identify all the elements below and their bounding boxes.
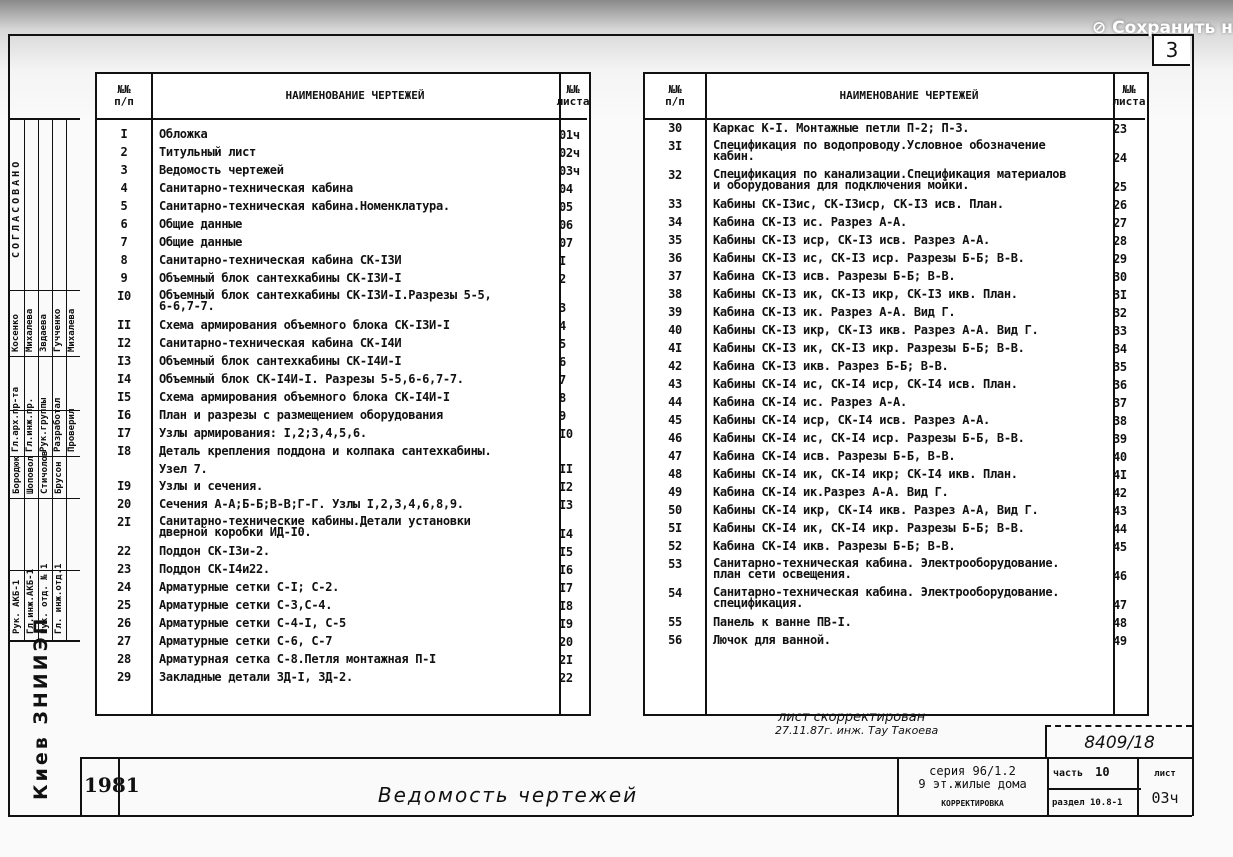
row-name: Санитарно-технические кабины.Детали установки дверной коробки ИД-I0. (159, 514, 471, 539)
row-sheet: 8 (559, 390, 566, 405)
table-rows (97, 126, 589, 687)
row-name: Кабины СК-I4 иср, СК-I4 исв. Разрез А-А. (713, 413, 990, 427)
table-row (645, 484, 1147, 502)
row-number: 26 (117, 616, 131, 630)
table-row (645, 304, 1147, 322)
row-sheet: 5 (559, 336, 566, 351)
row-sheet: 23 (1113, 121, 1127, 136)
table-row (97, 579, 589, 597)
table-row (645, 376, 1147, 394)
row-name: Кабины СК-I3 иср, СК-I3 исв. Разрез А-А. (713, 233, 990, 247)
column-header-sheet: №№ листа (559, 74, 587, 120)
table-row (97, 478, 589, 496)
table-row (97, 407, 589, 425)
doc-number-box (1045, 725, 1192, 759)
table-row (97, 543, 589, 561)
table-row (97, 597, 589, 615)
table-row (97, 252, 589, 270)
approved-label: СОГЛАСОВАНО (11, 158, 22, 258)
row-name: Кабина СК-I3 исв. Разрезы Б-Б; В-В. (713, 269, 956, 283)
row-number: I5 (117, 390, 131, 404)
row-sheet: 47 (1113, 597, 1127, 612)
row-name: Кабина СК-I4 ик.Разрез А-А. Вид Г. (713, 485, 949, 499)
stamp-role: Гл. инж.отд.1 (54, 563, 64, 634)
drawings-table-left (95, 72, 591, 716)
sheet-corner-number: 3 (1152, 36, 1190, 66)
table-row (97, 198, 589, 216)
row-sheet: 3I (1113, 287, 1127, 302)
row-number: 35 (668, 233, 682, 247)
row-name: Кабина СК-I3 ис. Разрез А-А. (713, 215, 907, 229)
sheet-value: 03ч (1151, 789, 1179, 807)
table-row (97, 144, 589, 162)
row-name: Спецификация по водопроводу.Условное обозначение кабин. (713, 138, 1046, 163)
table-row (645, 358, 1147, 376)
row-sheet: 49 (1113, 633, 1127, 648)
row-number: 9 (120, 271, 128, 285)
stamp-name: Звдаева (39, 314, 49, 352)
table-row (97, 180, 589, 198)
row-number: 32 (668, 168, 682, 182)
table-row (97, 371, 589, 389)
row-name: Обложка (159, 127, 208, 141)
row-name: Деталь крепления поддона и колпака сантехкабины. Узел 7. (159, 444, 492, 476)
organization-label: Киев ЗНИИЭП (30, 615, 52, 800)
row-name: Санитарно-техническая кабина (159, 181, 353, 195)
table-row (97, 234, 589, 252)
row-name: Каркас К-I. Монтажные петли П-2; П-3. (713, 121, 970, 135)
correction-label: КОРРЕКТИРОВКА (941, 799, 1004, 808)
row-number: I8 (117, 444, 131, 458)
doc-number: 8409/18 (1084, 733, 1155, 753)
row-number: 43 (668, 377, 682, 391)
row-sheet: 28 (1113, 233, 1127, 248)
row-name: Кабина СК-I4 ис. Разрез А-А. (713, 395, 907, 409)
row-number: 5I (668, 521, 682, 535)
row-number: 53 (668, 557, 682, 571)
stamp-role: Гл.инж.АКБ-1 (26, 568, 36, 634)
row-number: I0 (117, 289, 131, 303)
sheet-title: Ведомость чертежей (377, 783, 639, 807)
row-number: 38 (668, 287, 682, 301)
building-type: 9 эт.жилые дома (918, 777, 1027, 791)
row-name: Схема армирования объемного блока СК-I3И-I (159, 318, 450, 332)
stamp-name: Гучченко (53, 308, 63, 352)
row-name: Арматурные сетки С-I; С-2. (159, 580, 340, 594)
table-row (97, 425, 589, 443)
row-name: Кабина СК-I3 ик. Разрез А-А. Вид Г. (713, 305, 956, 319)
table-row (97, 615, 589, 633)
title-block (80, 757, 1192, 817)
table-row (97, 353, 589, 371)
row-number: I9 (117, 479, 131, 493)
row-name: Санитарно-техническая кабина. Электрооборудование. спецификация. (713, 585, 1060, 610)
row-name: Санитарно-техническая кабина. Электрооборудование. план сети освещения. (713, 556, 1060, 581)
table-row (645, 502, 1147, 520)
table-row (97, 669, 589, 687)
row-name: Кабины СК-I3ис, СК-I3иср, СК-I3 исв. План. (713, 197, 1004, 211)
row-number: 8 (120, 253, 128, 267)
table-row (645, 394, 1147, 412)
row-name: Кабина СК-I4 икв. Разрезы Б-Б; В-В. (713, 539, 956, 553)
series: серия 96/1.2 (929, 764, 1016, 778)
row-name: Арматурные сетки С-4-I, С-5 (159, 616, 346, 630)
table-row (97, 288, 589, 317)
stamp-role: Разработал (53, 397, 63, 452)
row-sheet: I9 (559, 616, 573, 631)
row-sheet: I4 (559, 526, 573, 541)
row-sheet: 24 (1113, 150, 1127, 165)
row-number: 29 (117, 670, 131, 684)
part-value: 10 (1095, 765, 1110, 779)
stamp-name: Михалева (25, 308, 35, 352)
row-sheet: 04 (559, 181, 573, 196)
row-sheet: 07 (559, 235, 573, 250)
table-row (97, 651, 589, 669)
row-sheet: 01ч (559, 127, 580, 142)
row-sheet: 06 (559, 217, 573, 232)
row-number: 56 (668, 633, 682, 647)
table-row (645, 232, 1147, 250)
row-number: 40 (668, 323, 682, 337)
row-number: I2 (117, 336, 131, 350)
table-row (645, 585, 1147, 614)
table-row (97, 561, 589, 579)
table-row (97, 443, 589, 478)
part-cell (1049, 759, 1141, 790)
row-sheet: 3 (559, 300, 566, 315)
row-number: 50 (668, 503, 682, 517)
row-name: Узлы и сечения. (159, 479, 263, 493)
part-label: часть (1053, 768, 1084, 779)
row-name: Кабины СК-I4 ис, СК-I4 иср, СК-I4 исв. План. (713, 377, 1018, 391)
row-sheet: 03ч (559, 163, 580, 178)
row-name: Панель к ванне ПВ-I. (713, 615, 852, 629)
row-sheet: 34 (1113, 341, 1127, 356)
row-sheet: 33 (1113, 323, 1127, 338)
row-sheet: 26 (1113, 197, 1127, 212)
table-row (97, 126, 589, 144)
row-number: 30 (668, 121, 682, 135)
row-number: 4 (120, 181, 128, 195)
row-sheet: I5 (559, 544, 573, 559)
row-name: Кабины СК-I4 икр, СК-I4 икв. Разрез А-А, Вид Г. (713, 503, 1039, 517)
row-number: 20 (117, 497, 131, 511)
row-name: Общие данные (159, 235, 243, 249)
row-sheet: 02ч (559, 145, 580, 160)
stamp-name: Брусон (54, 461, 64, 494)
row-sheet: 27 (1113, 215, 1127, 230)
row-name: Сечения А-А;Б-Б;В-В;Г-Г. Узлы I,2,3,4,6,8,9. (159, 497, 464, 511)
row-sheet: 48 (1113, 615, 1127, 630)
row-sheet: 20 (559, 634, 573, 649)
row-number: 2 (120, 145, 128, 159)
save-icon: ⊘ (1092, 18, 1113, 38)
table-row (645, 466, 1147, 484)
row-number: I6 (117, 408, 131, 422)
correction-note-line1: лист скорректирован (778, 710, 926, 725)
row-sheet: I6 (559, 562, 573, 577)
row-number: 45 (668, 413, 682, 427)
row-sheet: 39 (1113, 431, 1127, 446)
row-number: 34 (668, 215, 682, 229)
table-rows (645, 120, 1147, 650)
table-row (645, 614, 1147, 632)
row-name: Кабина СК-I3 икв. Разрез Б-Б; В-В. (713, 359, 949, 373)
stamp-role: Рук.группы (39, 397, 49, 452)
row-name: Кабины СК-I4 ик, СК-I4 икр. Разрезы Б-Б; В-В. (713, 521, 1025, 535)
table-row (645, 196, 1147, 214)
table-row (645, 120, 1147, 138)
row-name: Схема армирования объемного блока СК-I4И-I (159, 390, 450, 404)
row-name: Кабины СК-I4 ик, СК-I4 икр; СК-I4 икв. План. (713, 467, 1018, 481)
row-number: 6 (120, 217, 128, 231)
stamp-name: Михалева (67, 308, 77, 352)
table-row (97, 317, 589, 335)
table-row (645, 268, 1147, 286)
row-name: Кабины СК-I3 икр, СК-I3 икв. Разрез А-А. Вид Г. (713, 323, 1039, 337)
row-number: II (117, 318, 131, 332)
table-row (97, 335, 589, 353)
row-sheet: 30 (1113, 269, 1127, 284)
row-sheet: 37 (1113, 395, 1127, 410)
row-sheet: 2I (559, 652, 573, 667)
row-name: Спецификация по канализации.Спецификация материалов и оборудования для подключения мойки. (713, 167, 1067, 192)
row-name: Кабины СК-I3 ик, СК-I3 икр. Разрезы Б-Б; В-В. (713, 341, 1025, 355)
row-number: I4 (117, 372, 131, 386)
row-name: Титульный лист (159, 145, 256, 159)
row-name: Кабины СК-I4 ис, СК-I4 иср. Разрезы Б-Б, В-В. (713, 431, 1025, 445)
row-name: Закладные детали ЗД-I, ЗД-2. (159, 670, 353, 684)
row-name: Ведомость чертежей (159, 163, 284, 177)
row-number: 28 (117, 652, 131, 666)
row-name: Лючок для ванной. (713, 633, 831, 647)
row-number: 3 (120, 163, 128, 177)
drawings-table-right (643, 72, 1149, 716)
row-name: Санитарно-техническая кабина СК-I3И (159, 253, 402, 267)
table-row (645, 412, 1147, 430)
section-cell (1049, 790, 1140, 816)
row-number: 5 (120, 199, 128, 213)
row-sheet: 43 (1113, 503, 1127, 518)
table-row (97, 216, 589, 234)
row-sheet: 9 (559, 408, 566, 423)
table-row (645, 250, 1147, 268)
table-row (645, 167, 1147, 196)
row-number: 23 (117, 562, 131, 576)
table-row (645, 322, 1147, 340)
stamp-name: Косенко (11, 314, 21, 352)
row-sheet: 45 (1113, 539, 1127, 554)
row-number: 47 (668, 449, 682, 463)
row-number: 4I (668, 341, 682, 355)
row-number: 54 (668, 586, 682, 600)
stamp-name: Шоповол (26, 456, 36, 494)
row-sheet: 35 (1113, 359, 1127, 374)
row-name: Поддон СК-I4и22. (159, 562, 270, 576)
row-sheet: 40 (1113, 449, 1127, 464)
row-name: Арматурная сетка С-8.Петля монтажная П-I (159, 652, 436, 666)
stamp-name: Стичолов (40, 450, 50, 494)
stamp-name: Бородюк (12, 456, 22, 494)
table-row (97, 389, 589, 407)
stamp-role: Гл.инж.пр. (25, 397, 35, 452)
stamp-role: Рук. отд. № 1 (40, 563, 50, 634)
row-number: I7 (117, 426, 131, 440)
row-name: Объемный блок сантехкабины СК-I3И-I.Разрезы 5-5, 6-6,7-7. (159, 288, 492, 313)
row-name: Объемный блок СК-I4И-I. Разрезы 5-5,6-6,7-7. (159, 372, 464, 386)
row-number: 36 (668, 251, 682, 265)
row-number: 55 (668, 615, 682, 629)
row-name: Кабина СК-I4 исв. Разрезы Б-Б, В-В. (713, 449, 956, 463)
row-number: 42 (668, 359, 682, 373)
table-row (97, 496, 589, 514)
stamp-role: Гл.арх.пр-та (11, 386, 21, 452)
row-sheet: 32 (1113, 305, 1127, 320)
row-sheet: 38 (1113, 413, 1127, 428)
column-header-name: НАИМЕНОВАНИЕ ЧЕРТЕЖЕЙ (151, 74, 559, 120)
row-sheet: 29 (1113, 251, 1127, 266)
row-sheet: 2 (559, 271, 566, 286)
column-header-sheet: №№ листа (1113, 74, 1145, 120)
section-value: 10.8-1 (1089, 798, 1123, 808)
table-row (645, 632, 1147, 650)
table-row (645, 448, 1147, 466)
row-name: Кабины СК-I3 ик, СК-I3 икр, СК-I3 икв. План. (713, 287, 1018, 301)
row-sheet: 22 (559, 670, 573, 685)
save-button[interactable] (1092, 18, 1233, 38)
row-name: План и разрезы с размещением оборудования (159, 408, 443, 422)
row-name: Санитарно-техническая кабина СК-I4И (159, 336, 402, 350)
column-header-number: №№ п/п (645, 74, 705, 120)
stamp-role: Рук. АКБ-1 (12, 579, 22, 634)
row-sheet: 4I (1113, 467, 1127, 482)
row-sheet: 42 (1113, 485, 1127, 500)
year: 1981 (84, 773, 140, 797)
row-sheet: I0 (559, 426, 573, 441)
table-row (645, 340, 1147, 358)
row-sheet: 4 (559, 318, 566, 333)
stamp-role: Проверил (67, 408, 77, 452)
row-name: Поддон СК-I3и-2. (159, 544, 270, 558)
table-row (645, 538, 1147, 556)
row-name: Объемный блок сантехкабины СК-I3И-I (159, 271, 402, 285)
row-number: 33 (668, 197, 682, 211)
table-row (645, 138, 1147, 167)
row-number: I (120, 127, 128, 141)
row-number: 48 (668, 467, 682, 481)
table-row (645, 286, 1147, 304)
row-number: 49 (668, 485, 682, 499)
row-name: Общие данные (159, 217, 243, 231)
row-number: 24 (117, 580, 131, 594)
table-row (97, 633, 589, 651)
section-label: раздел (1052, 798, 1085, 808)
correction-note-line2: 27.11.87г. инж. Тау Такоева (775, 724, 939, 737)
row-number: 39 (668, 305, 682, 319)
row-sheet: I7 (559, 580, 573, 595)
row-name: Объемный блок сантехкабины СК-I4И-I (159, 354, 402, 368)
table-row (97, 514, 589, 543)
sheet-label: лист (1154, 769, 1176, 779)
row-number: 3I (668, 139, 682, 153)
row-number: I3 (117, 354, 131, 368)
row-name: Арматурные сетки С-6, С-7 (159, 634, 333, 648)
row-sheet: 25 (1113, 179, 1127, 194)
row-name: Арматурные сетки С-3,С-4. (159, 598, 333, 612)
row-sheet: 44 (1113, 521, 1127, 536)
row-sheet: I (559, 253, 566, 268)
column-header-number: №№ п/п (97, 74, 151, 120)
table-row (97, 162, 589, 180)
table-row (645, 520, 1147, 538)
row-sheet: I3 (559, 497, 573, 512)
row-name: Узлы армирования: I,2;3,4,5,6. (159, 426, 367, 440)
row-number: 25 (117, 598, 131, 612)
row-number: 7 (120, 235, 128, 249)
table-row (97, 270, 589, 288)
row-name: Кабины СК-I3 ис, СК-I3 иср. Разрезы Б-Б; В-В. (713, 251, 1025, 265)
table-row (645, 556, 1147, 585)
row-sheet: 36 (1113, 377, 1127, 392)
row-number: 22 (117, 544, 131, 558)
row-sheet: 7 (559, 372, 566, 387)
table-row (645, 214, 1147, 232)
row-number: 44 (668, 395, 682, 409)
row-number: 27 (117, 634, 131, 648)
table-row (645, 430, 1147, 448)
row-sheet: 46 (1113, 568, 1127, 583)
row-number: 37 (668, 269, 682, 283)
series-info (900, 765, 1045, 810)
row-sheet: 6 (559, 354, 566, 369)
approval-stamp (10, 118, 80, 638)
row-number: 52 (668, 539, 682, 553)
row-number: 46 (668, 431, 682, 445)
save-label: Сохранить н (1112, 18, 1233, 38)
row-name: Санитарно-техническая кабина.Номенклатура. (159, 199, 450, 213)
row-sheet: 05 (559, 199, 573, 214)
row-number: 2I (117, 515, 131, 529)
column-header-name: НАИМЕНОВАНИЕ ЧЕРТЕЖЕЙ (705, 74, 1113, 120)
row-sheet: I8 (559, 598, 573, 613)
row-sheet: I2 (559, 479, 573, 494)
row-sheet: II (559, 461, 573, 476)
